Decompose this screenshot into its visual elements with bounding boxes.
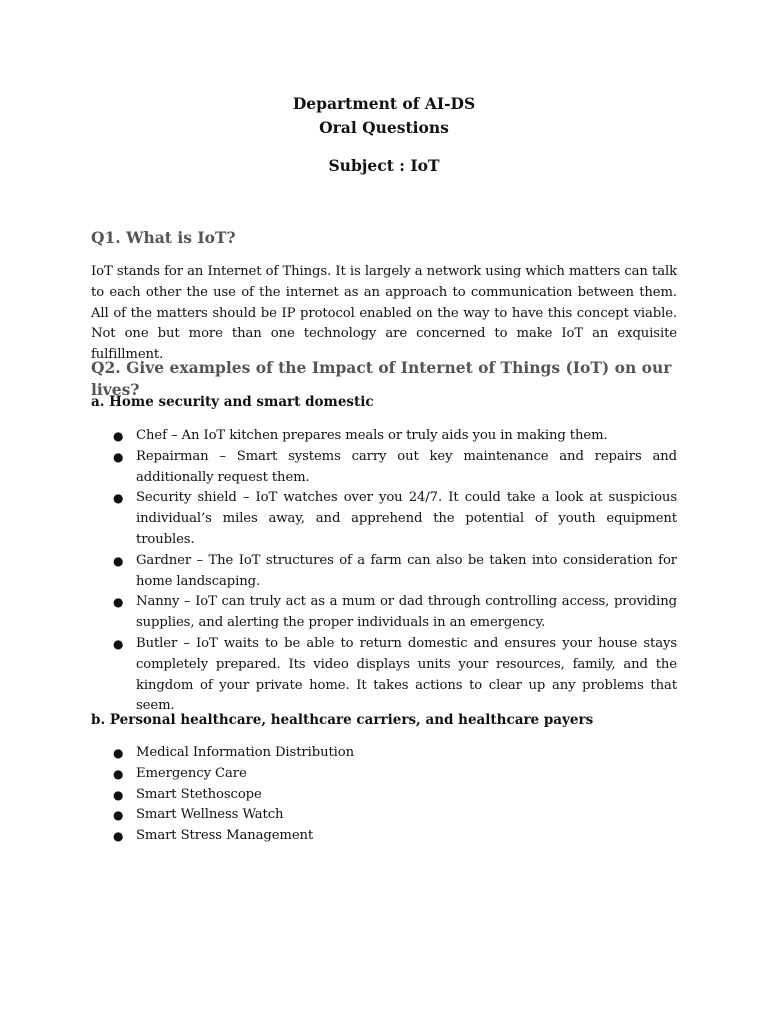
list-item: ● Smart Stress Management (91, 826, 677, 847)
question-1-answer: IoT stands for an Internet of Things. It is largely a network using which matters can talk to each other the use of the internet as an approach to communication between them. All of the matters should be IP protocol enabled on the way to have this concept viable. Not one but more than one technology are concerned to make IoT an exquisite fulfillment. (91, 264, 677, 363)
bullet-icon: ● (113, 553, 124, 568)
bullet-icon: ● (113, 808, 124, 823)
list-item: ● Smart Wellness Watch (91, 805, 677, 826)
question-2-heading: Q2. Give examples of the Impact of Internet of Things (IoT) on our lives? (91, 358, 672, 399)
document-header (0, 92, 768, 140)
list-item: ● Nanny – IoT can truly act as a mum or dad through controlling access, providing supplies, and alerting the proper individuals in an emergency. (113, 594, 677, 631)
section-a-title: a. Home security and smart domestic (91, 394, 374, 410)
bullet-icon: ● (113, 829, 124, 844)
bullet-icon: ● (113, 491, 124, 506)
bullet-icon: ● (113, 746, 124, 760)
list-item: ● Medical Information Distribution (91, 743, 677, 764)
list-item: ● Smart Stethoscope (91, 785, 677, 806)
department-title: Department of AI-DS (292, 94, 476, 113)
section-a-list (91, 426, 677, 717)
question-1-heading: Q1. What is IoT? (91, 228, 236, 247)
bullet-icon: ● (113, 766, 124, 781)
subject-title: Subject : IoT (328, 156, 440, 175)
section-b-list (91, 743, 677, 847)
document-title: Oral Questions (319, 118, 449, 137)
section-b-title: b. Personal healthcare, healthcare carriers, and healthcare payers (91, 712, 594, 728)
bullet-icon: ● (113, 429, 124, 443)
bullet-icon: ● (113, 595, 124, 610)
bullet-icon: ● (113, 449, 124, 464)
list-item: ● Gardner – The IoT structures of a farm can also be taken into consideration for home landscaping. (113, 552, 677, 589)
list-item: ● Security shield – IoT watches over you 24/7. It could take a look at suspicious individual’s miles away, and apprehend the potential of youth equipment troubles. (113, 490, 677, 547)
bullet-icon: ● (113, 787, 124, 802)
list-item: ● Butler – IoT waits to be able to return domestic and ensures your house stays completely prepared. Its video displays units your resources, family, and the kingdom of your private home. It takes actions to clear up any problems that seem. (113, 635, 677, 714)
list-item: ● Repairman – Smart systems carry out key maintenance and repairs and additionally request them. (113, 448, 677, 485)
list-item: ● Chef – An IoT kitchen prepares meals or truly aids you in making them. (91, 426, 677, 447)
bullet-icon: ● (113, 636, 124, 651)
list-item: ● Emergency Care (91, 764, 677, 785)
